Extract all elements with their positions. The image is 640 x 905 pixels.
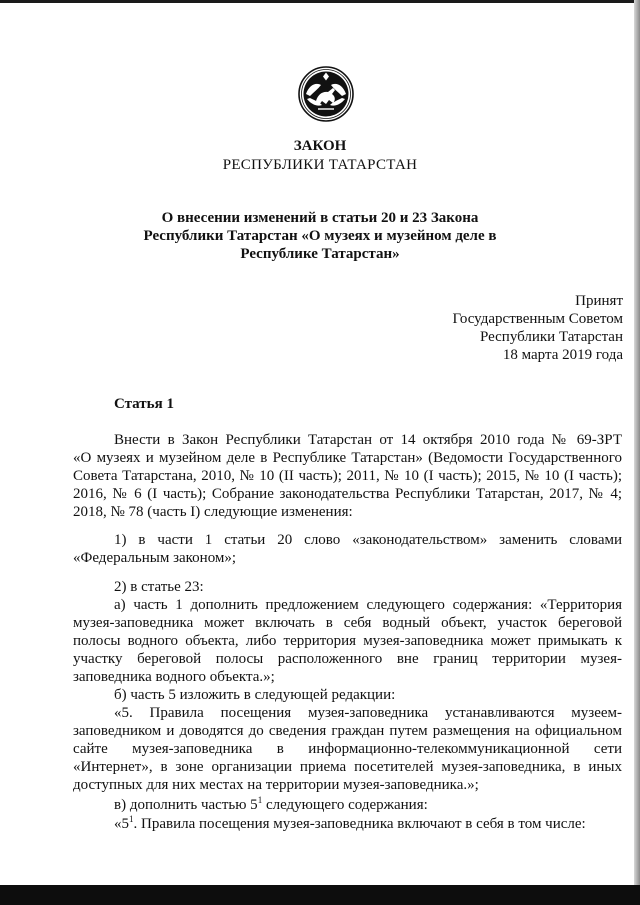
- scan-edge-right: [634, 0, 640, 885]
- adoption-line-4: 18 марта 2019 года: [502, 347, 623, 363]
- item2v-superscript: 1: [257, 795, 263, 805]
- item1-line-2: «Федеральным законом»;: [73, 550, 237, 566]
- title-line-3: Республике Татарстан»: [240, 246, 400, 262]
- item2a-line-3: полосы водного объекта, либо территория музея-заповедника может примыкать к: [73, 633, 622, 649]
- republic-line: РЕСПУБЛИКИ ТАТАРСТАН: [222, 157, 418, 173]
- quote51-text-before: «5: [114, 816, 129, 832]
- item1-line-1: 1) в части 1 статьи 20 слово «законодательством» заменить словами: [114, 532, 622, 548]
- quote5-line-3: сайте музея-заповедника в информационно-телекоммуникационной сети: [73, 741, 622, 757]
- scan-edge-top: [0, 0, 640, 3]
- item2v-line: [114, 796, 428, 815]
- quote5-line-1: «5. Правила посещения музея-заповедника устанавливаются музеем-: [114, 705, 622, 721]
- quote5-line-2: заповедником и доводятся до сведения граждан путем размещения на официальном: [73, 723, 622, 739]
- title-line-1: О внесении изменений в статьи 20 и 23 Закона: [161, 210, 479, 226]
- item2a-line-2: музея-заповедника может включать в себя водный объект, участок береговой: [73, 615, 622, 631]
- scan-edge-bottom: [0, 885, 640, 905]
- quote5-line-5: доступных для них местах на территории музея-заповедника.»;: [73, 777, 479, 793]
- quote5-line-4: «Интернет», в зоне организации приема посетителей музея-заповедника, в иных: [73, 759, 622, 775]
- intro-line-5: 2018, № 78 (часть I) следующие изменения:: [73, 504, 353, 520]
- adoption-line-2: Государственным Советом: [452, 311, 623, 327]
- item2a-line-5: заповедника водного объекта.»;: [73, 669, 275, 685]
- quote51-line: [114, 815, 586, 834]
- item2a-line-4: участку береговой полосы расположенного вне границ территории музея-: [73, 651, 622, 667]
- law-word: ЗАКОН: [293, 138, 347, 154]
- intro-line-3: Совета Татарстана, 2010, № 10 (II часть); 2011, № 10 (I часть); 2015, № 10 (I часть);: [73, 468, 622, 484]
- adoption-line-3: Республики Татарстан: [479, 329, 623, 345]
- adoption-line-1: Принят: [575, 293, 623, 309]
- item2b-line: б) часть 5 изложить в следующей редакции:: [114, 687, 396, 703]
- intro-line-4: 2016, № 6 (I часть); Собрание законодательства Республики Татарстан, 2017, № 4;: [73, 486, 622, 502]
- article-heading: Статья 1: [114, 396, 174, 412]
- item2v-text-before: в) дополнить частью 5: [114, 797, 258, 813]
- quote51-superscript: 1: [129, 814, 134, 824]
- title-line-2: Республики Татарстан «О музеях и музейном деле в: [143, 228, 497, 244]
- intro-line-2: «О музеях и музейном деле в Республике Татарстан» (Ведомости Государственного: [73, 450, 622, 466]
- intro-line-1: Внести в Закон Республики Татарстан от 14 октября 2010 года № 69-ЗРТ: [114, 432, 622, 448]
- item2-heading: 2) в статье 23:: [114, 579, 204, 595]
- tatarstan-coat-of-arms-icon: [298, 66, 354, 122]
- item2a-line-1: а) часть 1 дополнить предложением следующего содержания: «Территория: [114, 597, 622, 613]
- item2v-text-after: следующего содержания:: [265, 797, 428, 813]
- quote51-text-after: . Правила посещения музея-заповедника включают в себя в том числе:: [133, 816, 586, 832]
